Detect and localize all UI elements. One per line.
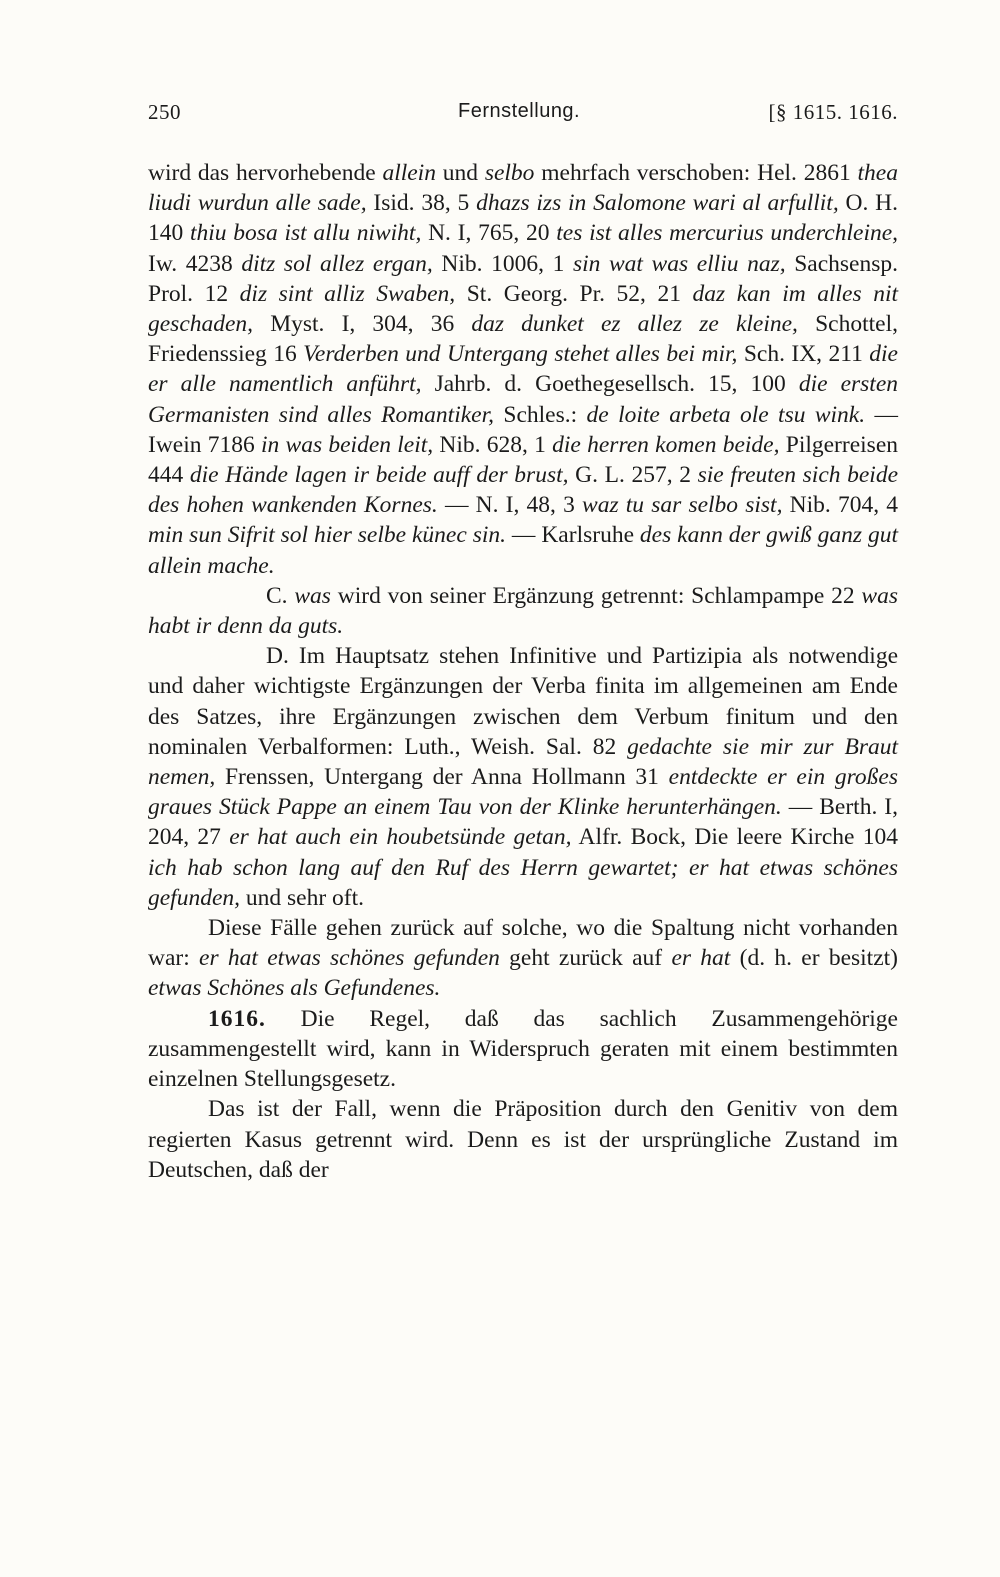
italic-quote: ich hab schon lang auf den Ruf des Herrn gewartet; <box>148 854 679 881</box>
text-run: Das ist der Fall, wenn die Präposition durch den Genitiv von dem regierten Kasus getrennt wird. Denn es ist der ursprüngliche Zustand im Deutschen, daß der <box>148 1096 898 1183</box>
text-run: Diese Fälle gehen zurück auf solche, wo die Spaltung nicht vorhanden war: <box>148 915 898 972</box>
italic-quote: des kann der gwiß ganz gut allein mache. <box>148 522 898 579</box>
italic-quote: selbo <box>484 160 535 186</box>
italic-quote: dhazs izs in Salomone wari al arfullit, <box>476 190 839 217</box>
text-run: Iw. 4238 <box>148 250 242 277</box>
text-run: — Karlsruhe <box>506 522 640 549</box>
text-run: Nib. 704, 4 <box>782 492 899 519</box>
text-run: Isid. 38, 5 <box>366 190 477 217</box>
italic-quote: sie freuten sich beide des hohen wankenden Kornes. <box>148 462 899 519</box>
text-run: (d. h. er besitzt) <box>730 945 898 972</box>
paragraph <box>148 158 898 581</box>
italic-quote: thea liudi wurdun alle sade, <box>148 160 898 217</box>
italic-quote: er hat auch ein houbetsünde getan, <box>229 824 572 851</box>
text-run: geht zurück auf <box>499 945 672 972</box>
text-run: und <box>435 160 485 186</box>
text-run: Die Regel, daß das sachlich Zusammengehörige zusammengestellt wird, kann in Widerspruch geraten mit einem bestimmten einzelnen Stellungsgesetz. <box>148 1005 898 1093</box>
page-number: 250 <box>148 100 181 124</box>
italic-quote: diz sint alliz Swaben, <box>239 280 456 307</box>
text-run: Sachsensp. Prol. 12 <box>148 250 898 307</box>
italic-quote: de loite arbeta ole tsu wink. <box>586 401 866 428</box>
section-number: 1616. <box>208 1005 266 1032</box>
italic-quote: Verderben und Untergang stehet alles bei mir, <box>303 341 738 368</box>
paragraph <box>148 641 898 913</box>
text-run: Pilgerreisen 444 <box>148 431 898 489</box>
italic-quote: was <box>294 582 331 609</box>
italic-quote: thiu bosa ist allu niwiht, <box>190 220 422 247</box>
italic-quote: die er alle namentlich anführt, <box>148 341 898 398</box>
italic-quote: daz dunket ez allez ze kleine, <box>471 311 798 338</box>
text-run: Jahrb. d. Goethegesellsch. 15, 100 <box>421 371 799 398</box>
text-run: mehrfach verschoben: Hel. 2861 <box>534 160 858 186</box>
italic-quote: min sun Sifrit sol hier selbe künec sin. <box>148 522 506 549</box>
italic-quote: tes ist alles mercurius underchleine, <box>556 220 899 247</box>
text-run: D. Im Hauptsatz stehen Infinitive und Partizipia als notwendige und daher wichtigste Ergänzungen der Verba finita im allgemeinen am Ende des Satzes, ihre Ergänzungen zwischen dem Verbum finitum und den nominalen Verbalformen: Luth., Weish. Sal. 82 <box>148 643 898 760</box>
italic-quote: allein <box>382 160 436 186</box>
section-reference: [§ 1615. 1616. <box>768 100 898 124</box>
italic-quote: in was beiden leit, <box>261 431 434 458</box>
paragraph <box>148 913 898 1004</box>
italic-quote: er hat <box>671 945 731 972</box>
italic-quote: er hat etwas schönes gefunden, <box>148 854 898 911</box>
text-run: Nib. 628, 1 <box>433 431 553 458</box>
text-run: und sehr oft. <box>240 884 365 911</box>
italic-quote: entdeckte er ein großes graues Stück Pappe an einem Tau von der Klinke herunterhängen. <box>148 764 898 821</box>
text-run: Sch. IX, 211 <box>737 341 870 368</box>
text-run: — Berth. I, 204, 27 <box>148 794 898 851</box>
text-run: wird das hervorhebende <box>148 160 383 186</box>
running-title: Fernstellung. <box>458 100 581 122</box>
text-run: Nib. 1006, 1 <box>432 250 573 277</box>
text-run: G. L. 257, 2 <box>568 462 698 489</box>
italic-quote: daz kan im alles nit geschaden, <box>148 280 899 338</box>
italic-quote: ditz sol allez ergan, <box>241 250 433 277</box>
italic-quote: die herren komen beide, <box>552 431 780 458</box>
page-body <box>148 158 898 1185</box>
italic-quote: die Hände lagen ir beide auff der brust, <box>189 462 569 489</box>
text-run: St. Georg. Pr. 52, 21 <box>455 280 693 307</box>
text-run: wird von seiner Ergänzung getrennt: Schlampampe 22 <box>330 582 862 609</box>
italic-quote: gedachte sie mir zur Braut nemen, <box>148 733 898 791</box>
text-run: Myst. I, 304, 36 <box>253 311 472 338</box>
text-run: Schles.: <box>494 401 587 428</box>
paragraph <box>148 581 898 641</box>
text-run: N. I, 765, 20 <box>421 220 557 247</box>
text-run: Schottel, Friedenssieg 16 <box>148 311 898 368</box>
italic-quote: sin wat was elliu naz, <box>572 250 786 277</box>
italic-quote: er hat etwas schönes gefunden <box>199 945 500 972</box>
italic-quote: die ersten Germanisten sind alles Romantiker, <box>148 371 899 428</box>
italic-quote: was habt ir denn da guts. <box>148 582 898 640</box>
running-header <box>148 100 898 134</box>
paragraph-section-1616 <box>148 1004 898 1095</box>
text-run: C. <box>266 582 295 609</box>
text-run: — N. I, 48, 3 <box>437 492 583 519</box>
italic-quote: etwas Schönes als Gefundenes. <box>148 975 441 1002</box>
text-run: Alfr. Bock, Die leere Kirche 104 <box>571 824 898 851</box>
text-run: Frenssen, Untergang der Anna Hollmann 31 <box>215 764 669 791</box>
italic-quote: waz tu sar selbo sist, <box>582 492 783 519</box>
text-run <box>678 855 689 881</box>
paragraph <box>148 1094 898 1185</box>
text-run: O. H. 140 <box>148 190 898 247</box>
text-run: — Iwein 7186 <box>148 401 899 458</box>
